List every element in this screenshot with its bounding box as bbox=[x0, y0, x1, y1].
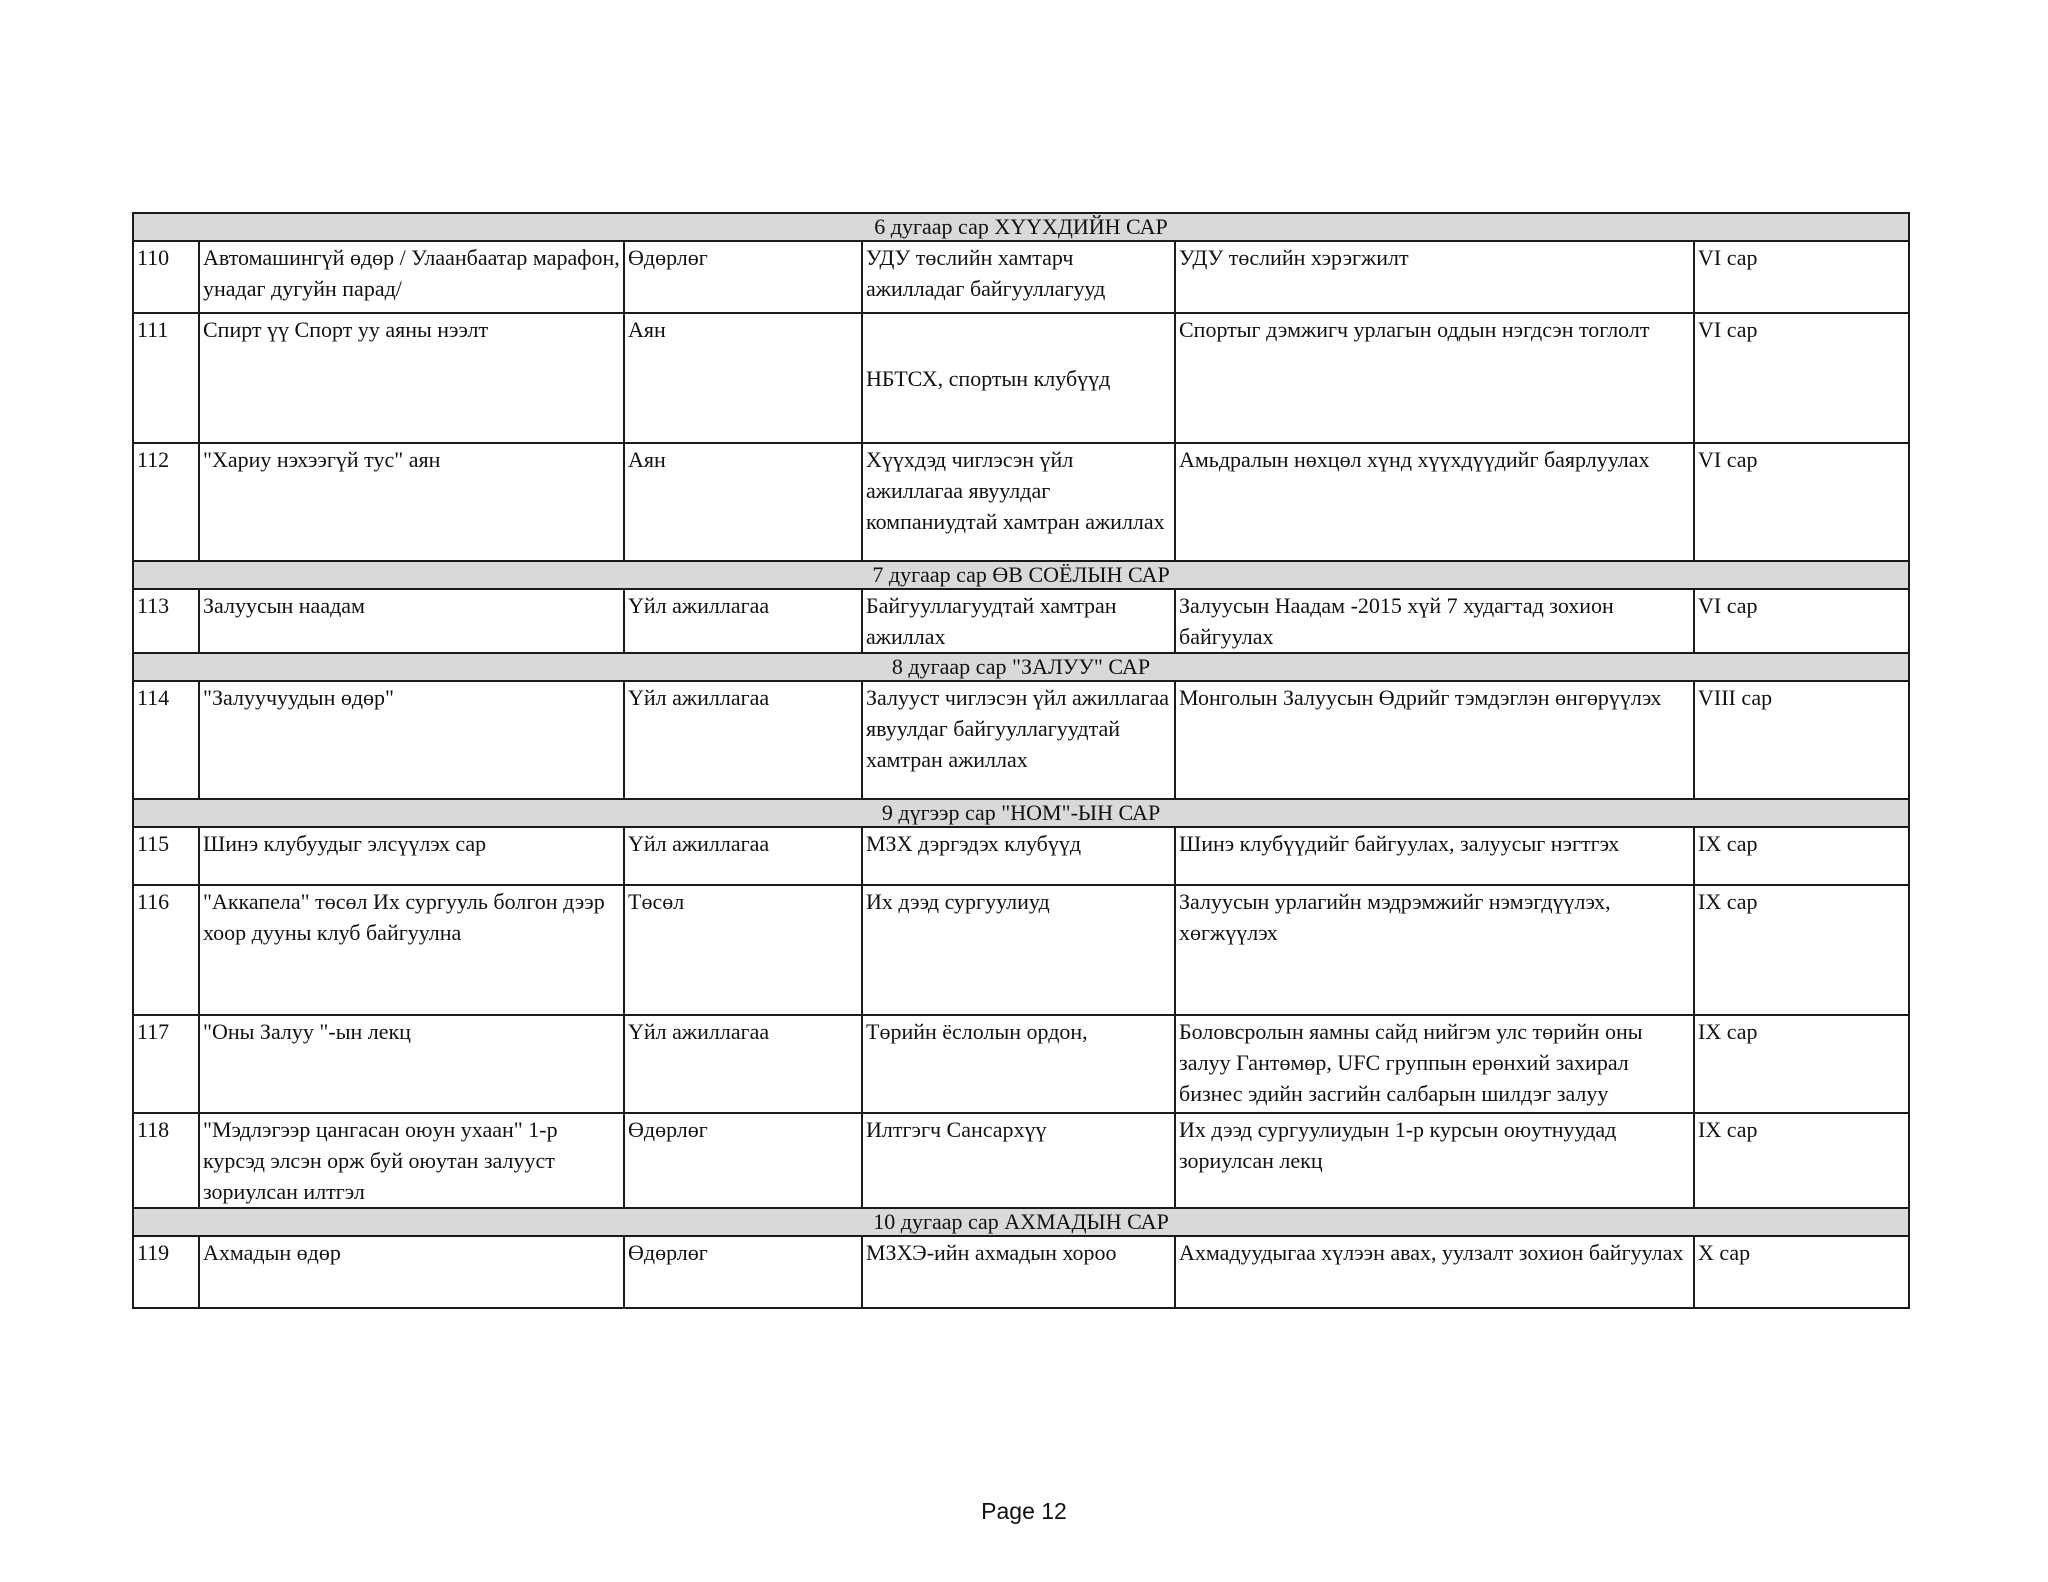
row-number: 114 bbox=[133, 681, 199, 799]
activity-partner: Илтгэгч Сансархүү bbox=[862, 1113, 1175, 1208]
row-number: 113 bbox=[133, 589, 199, 653]
activity-type: Үйл ажиллагаа bbox=[624, 827, 862, 885]
table-row bbox=[133, 1015, 1909, 1113]
table-row bbox=[133, 827, 1909, 885]
activity-goal: Амьдралын нөхцөл хүнд хүүхдүүдийг баярлуулах bbox=[1175, 443, 1694, 561]
row-number: 110 bbox=[133, 241, 199, 313]
month-heading: 7 дугаар сар ӨВ СОЁЛЫН САР bbox=[133, 561, 1909, 589]
activity-time: VI сар bbox=[1694, 443, 1909, 561]
activity-time: VI сар bbox=[1694, 241, 1909, 313]
activity-time: IX сар bbox=[1694, 885, 1909, 1015]
activity-time: VI сар bbox=[1694, 589, 1909, 653]
month-heading: 8 дугаар сар "ЗАЛУУ" САР bbox=[133, 653, 1909, 681]
activity-type: Үйл ажиллагаа bbox=[624, 681, 862, 799]
activity-time: IX сар bbox=[1694, 1113, 1909, 1208]
month-heading-row bbox=[133, 213, 1909, 241]
activity-name: Спирт үү Спорт уу аяны нээлт bbox=[199, 313, 624, 443]
activity-type: Төсөл bbox=[624, 885, 862, 1015]
activity-plan-table bbox=[132, 212, 1910, 1309]
row-number: 118 bbox=[133, 1113, 199, 1208]
table-row bbox=[133, 1236, 1909, 1308]
row-number: 112 bbox=[133, 443, 199, 561]
activity-name: "Оны Залуу "-ын лекц bbox=[199, 1015, 624, 1113]
activity-name: Залуусын наадам bbox=[199, 589, 624, 653]
activity-goal: УДУ төслийн хэрэгжилт bbox=[1175, 241, 1694, 313]
activity-time: X сар bbox=[1694, 1236, 1909, 1308]
activity-partner: МЗХЭ-ийн ахмадын хороо bbox=[862, 1236, 1175, 1308]
table-row bbox=[133, 589, 1909, 653]
activity-goal: Шинэ клубүүдийг байгуулах, залуусыг нэгтгэх bbox=[1175, 827, 1694, 885]
activity-name: Автомашингүй өдөр / Улаанбаатар марафон, унадаг дугуйн парад/ bbox=[199, 241, 624, 313]
table-row bbox=[133, 681, 1909, 799]
table-row bbox=[133, 885, 1909, 1015]
month-heading-row bbox=[133, 653, 1909, 681]
activity-type: Үйл ажиллагаа bbox=[624, 1015, 862, 1113]
activity-goal: Их дээд сургуулиудын 1-р курсын оюутнуудад зориулсан лекц bbox=[1175, 1113, 1694, 1208]
activity-time: IX сар bbox=[1694, 827, 1909, 885]
table-row bbox=[133, 443, 1909, 561]
activity-time: VI сар bbox=[1694, 313, 1909, 443]
month-heading: 9 дүгээр сар "НОМ"-ЫН САР bbox=[133, 799, 1909, 827]
activity-type: Аян bbox=[624, 443, 862, 561]
activity-name: Шинэ клубуудыг элсүүлэх сар bbox=[199, 827, 624, 885]
row-number: 116 bbox=[133, 885, 199, 1015]
month-heading-row bbox=[133, 561, 1909, 589]
month-heading-row bbox=[133, 1208, 1909, 1236]
table-row bbox=[133, 1113, 1909, 1208]
activity-type: Аян bbox=[624, 313, 862, 443]
activity-type: Өдөрлөг bbox=[624, 1113, 862, 1208]
activity-goal: Залуусын Наадам -2015 хүй 7 худагтад зохион байгуулах bbox=[1175, 589, 1694, 653]
row-number: 117 bbox=[133, 1015, 199, 1113]
activity-type: Үйл ажиллагаа bbox=[624, 589, 862, 653]
activity-partner: Их дээд сургуулиуд bbox=[862, 885, 1175, 1015]
activity-partner: Төрийн ёслолын ордон, bbox=[862, 1015, 1175, 1113]
activity-goal: Боловсролын яамны сайд нийгэм улс төрийн оны залуу Гантөмөр, UFC группын ерөнхий захирал бизнес эдийн засгийн салбарын шилдэг залуу bbox=[1175, 1015, 1694, 1113]
activity-partner: Хүүхдэд чиглэсэн үйл ажиллагаа явуулдаг компаниудтай хамтран ажиллах bbox=[862, 443, 1175, 561]
activity-goal: Спортыг дэмжигч урлагын оддын нэгдсэн тоглолт bbox=[1175, 313, 1694, 443]
month-heading: 6 дугаар сар ХҮҮХДИЙН САР bbox=[133, 213, 1909, 241]
row-number: 111 bbox=[133, 313, 199, 443]
activity-time: VIII сар bbox=[1694, 681, 1909, 799]
activity-type: Өдөрлөг bbox=[624, 1236, 862, 1308]
activity-goal: Монголын Залуусын Өдрийг тэмдэглэн өнгөрүүлэх bbox=[1175, 681, 1694, 799]
month-heading: 10 дугаар сар АХМАДЫН САР bbox=[133, 1208, 1909, 1236]
activity-goal: Ахмадуудыгаа хүлээн авах, уулзалт зохион байгуулах bbox=[1175, 1236, 1694, 1308]
page-number: Page 12 bbox=[981, 1498, 1067, 1524]
row-number: 115 bbox=[133, 827, 199, 885]
activity-partner: МЗХ дэргэдэх клубүүд bbox=[862, 827, 1175, 885]
activity-type: Өдөрлөг bbox=[624, 241, 862, 313]
activity-partner: НБТСХ, спортын клубүүд bbox=[862, 313, 1175, 443]
activity-goal: Залуусын урлагийн мэдрэмжийг нэмэгдүүлэх, хөгжүүлэх bbox=[1175, 885, 1694, 1015]
month-heading-row bbox=[133, 799, 1909, 827]
activity-name: "Залуучуудын өдөр" bbox=[199, 681, 624, 799]
activity-partner: Залууст чиглэсэн үйл ажиллагаа явуулдаг байгууллагуудтай хамтран ажиллах bbox=[862, 681, 1175, 799]
activity-time: IX сар bbox=[1694, 1015, 1909, 1113]
activity-name: "Аккапела" төсөл Их сургууль болгон дээр хоор дууны клуб байгуулна bbox=[199, 885, 624, 1015]
activity-name: "Мэдлэгээр цангасан оюун ухаан" 1-р курсэд элсэн орж буй оюутан залууст зориулсан илтгэл bbox=[199, 1113, 624, 1208]
row-number: 119 bbox=[133, 1236, 199, 1308]
activity-name: Ахмадын өдөр bbox=[199, 1236, 624, 1308]
table-row bbox=[133, 241, 1909, 313]
activity-partner: Байгууллагуудтай хамтран ажиллах bbox=[862, 589, 1175, 653]
activity-partner: УДУ төслийн хамтарч ажилладаг байгууллагууд bbox=[862, 241, 1175, 313]
table-row bbox=[133, 313, 1909, 443]
activity-name: "Хариу нэхээгүй тус" аян bbox=[199, 443, 624, 561]
